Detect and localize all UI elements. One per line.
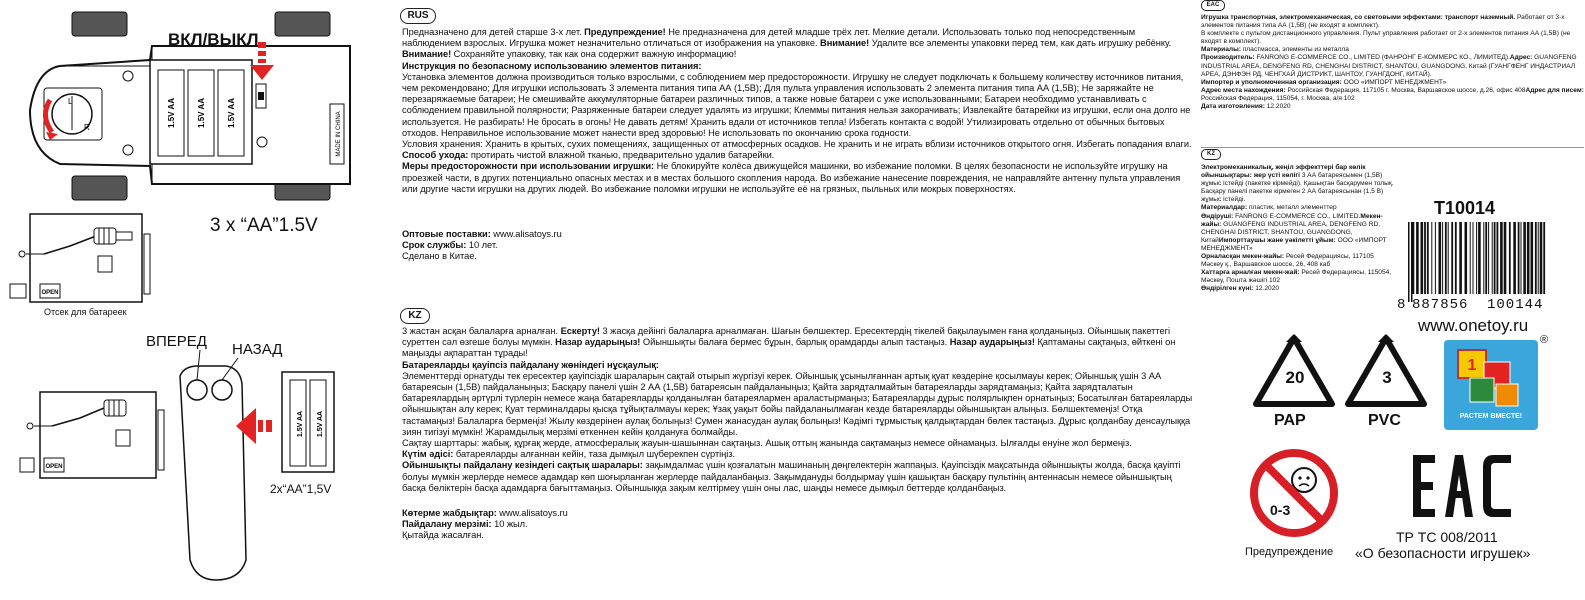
text-run: 10 жыл. <box>494 519 528 530</box>
barcode-bar <box>1538 222 1539 294</box>
car-wheel-front-right <box>72 176 127 200</box>
barcode-bar <box>1424 222 1426 294</box>
barcode-bar <box>1492 222 1493 294</box>
bold-run: Адрес для писем: <box>1525 86 1584 94</box>
barcode-bar <box>1535 222 1537 294</box>
text-run: Условия хранения: Хранить в крытых, сухих помещениях, защищенных от атмосферных осадков. Не хранить и не играть вблизи источников открытого огня. Избегать попадания влаги. <box>402 139 1192 150</box>
text-run: батареяларды алғаннан кейін, таза дымқыл шүберекпен сүртіңіз. <box>455 449 736 460</box>
second-box-open-label: OPEN <box>45 464 63 470</box>
barcode-bar <box>1540 222 1543 294</box>
barcode-bar <box>1513 222 1516 294</box>
text-run: GUANGFENG INDUSTRIAL AREA, DENGFENG RD, CHENGHAI DISTRICT, SHANTOU, GUANGDONG, Китай (ГУАНГФЕНГ ИНДАСТРИАЛ АРЕА, ДЭНФЭН РД, ЧЕНГХАЙ ДИСТРИКТ, ШАНТОУ, ГУАНГДОНГ, КИТАЙ). <box>1201 54 1577 78</box>
bold-run: Электромеханикалық, жеңіл эффекттері бар көлік ойыншықтары: жер үсті көлігі <box>1201 164 1366 180</box>
text-run: Элементтерді орнатуды тек ересектер қауіпсіздік шараларын сақтай отырып жүргізуі керек. Ойыншық ұсынылғаннан артық қуат көздеріне қосылмауы керек; Ойыншық үшін 3 АА батареясын (1,5В) пайдаланыңыз; Басқару панелі үшін 2 АА (1,5В) батареясын пайдаланыңыз; Қайта зарядталмайтын батареяларды зарядтамаңыз; Қайта зарядталатын батареялардың әртүрлі түрлерін немесе жаңа батареяларды қолданылған батареялармен араластырмаңыз; Батареяларды дұрыс полярлықпен орнатыңыз; Босатылған батареяларды ойыншықтан алу керек; Қуат терминалдары қысқа тұйықталмауы керек; Ұзақ уақыт бойы пайдаланылмаған кезде батареяларды ойыншықтан алыңыз. Бөлшектемеңіз! Отқа тастамаңыз! Балаларға бермеңіз! Жылу көздерінен аулақ болыңыз! Сумен жанасудан аулақ болыңыз! Кәдімгі тұрмыстық қалдықтардан бөлек тастаңыз. Дұрыс қолданбау денсаулыққа зиян тигізуі мүмкін! Жарамдылық мерзімі өткеннен кейін қолдануға болмайды. <box>402 370 1193 437</box>
bold-run: Меры предосторожности при использовании игрушки: <box>402 161 657 172</box>
bold-run: Импорттаушы жане уәкілетті ұйым: <box>1218 236 1338 244</box>
barcode-bar <box>1497 222 1499 294</box>
paragraph <box>1201 46 1584 54</box>
barcode-bar <box>1439 222 1442 294</box>
barcode-digit-lead: 8 <box>1397 297 1406 313</box>
rus-text <box>402 27 1196 195</box>
text-run: протирать чистой влажной тканью, предварительно удалив батарейки. <box>470 150 775 161</box>
barcode-bar <box>1470 222 1471 294</box>
kz-text <box>402 326 1196 494</box>
paragraph <box>402 240 1196 251</box>
rus-body <box>402 27 1196 263</box>
barcode-bar <box>1478 222 1481 294</box>
barcode-bar <box>1451 222 1453 294</box>
text-run: GUANGFENG INDUSTRIAL AREA, DENGFENG RD, CHENGHAI DISTRICT, SHANTOU, GUANGDONG, Китай <box>1201 220 1381 244</box>
bold-run: Дата изготовления: <box>1201 103 1267 111</box>
barcode-bar <box>1473 222 1474 294</box>
recycle-pvc-code: 3 <box>1382 368 1392 387</box>
paragraph <box>1201 14 1584 30</box>
text-run: Российская Федерация, 117105 г. Москва, Варшавское шоссе, д.26, офис 408 <box>1287 86 1526 94</box>
barcode-bar <box>1435 222 1436 294</box>
barcode-bar <box>1421 222 1424 294</box>
text-run: 10 лет. <box>468 240 498 251</box>
rus-badge: RUS <box>400 8 436 24</box>
text-run: Сақтау шарттары: жабық, құрғақ жерде, атмосфералық жауын-шашыннан сақтаңыз. Ашық оттың жанында сақтамаңыз немесе ойнамаңыз. Ылғалды енуіне жол бермеңіз. <box>402 438 1132 449</box>
age-warning-icon <box>1249 448 1339 538</box>
barcode-bar <box>1445 222 1447 294</box>
text-run: пластик, металл элементтер <box>1248 204 1337 212</box>
bold-run: Мекен-жайы: <box>1201 212 1383 228</box>
text-run: зақымдалмас үшін қозғалатын машинаның дөңгелектерін жаппаңыз. Қауіпсіздік мақсатында ойыншықты жолда, басқа қауіпті болуы мүмкін жерлерде немесе адамдар көп шоғырланған жерлерде пайдаланбаңыз. Зақымдануды болдырмау үшін қашықтан басқару пультінің антеннасын немесе ойыншықтың басқа бөліктерін басқа адамдарға бағыттамаңыз. Ойыншыққа зақым келтірмеу үшін оны лас, шаңды немесе дымқыл беттерде қолданбаңыз. <box>402 460 1181 493</box>
barcode-bar <box>1500 222 1503 294</box>
recycle-pap-label: PAP <box>1274 412 1306 429</box>
paragraph <box>402 449 1196 460</box>
barcode-bar <box>1494 222 1496 294</box>
text-run: Российская Федерация, 115054, г. Москва, а/я 102 <box>1201 94 1355 102</box>
barcode-bar <box>1455 222 1457 294</box>
bold-run: Хаттарға арналған мекен-жай: <box>1201 269 1302 277</box>
text-run: Ойыншықты балаға бермес бұрын, барлық орамдарды алып тастаңыз. <box>642 337 950 348</box>
barcode-bar <box>1442 222 1443 294</box>
paragraph <box>1201 30 1584 46</box>
bold-run: Предупреждение! <box>584 27 669 37</box>
text-run: FANRONG E-COMMERCE CO., LIMITED. <box>1235 212 1361 220</box>
eac-mark-icon <box>1411 455 1515 521</box>
text-run: Қытайда жасалған. <box>402 530 484 541</box>
back-button <box>212 380 232 400</box>
paragraph <box>1201 285 1395 293</box>
bold-run: Оптовые поставки: <box>402 229 494 240</box>
bold-run: Срок службы: <box>402 240 469 251</box>
paragraph <box>402 27 1196 61</box>
remote-arrow-dash-1 <box>266 420 272 432</box>
forward-label: ВПЕРЕД <box>146 333 207 350</box>
brand-reg-mark: ® <box>1540 334 1549 346</box>
paragraph <box>402 150 1196 161</box>
text-run: Қаптаманы сақтаңыз, өйткені он маңызды ақпараттан тұрады! <box>402 337 1176 359</box>
paragraph <box>1201 54 1584 78</box>
paragraph <box>402 438 1196 449</box>
paragraph <box>402 251 1196 262</box>
bold-run: Материалы: <box>1201 46 1243 54</box>
barcode-bar <box>1488 222 1489 294</box>
text-run: 3 жастан асқан балаларға арналған. <box>402 326 561 336</box>
bold-run: Ойыншықты пайдалану кезіндегі сақтық шаралары: <box>402 460 646 471</box>
bold-run: Способ ухода: <box>402 150 471 161</box>
text-run: Работает от 3-х элементов питания типа АА (1,5В) (не входят в комплект). <box>1201 14 1565 30</box>
website: www.onetoy.ru <box>1418 316 1529 335</box>
bold-run: Производитель: <box>1201 54 1257 62</box>
barcode-bar <box>1408 222 1410 302</box>
text-run: www.alisatoys.ru <box>493 229 562 240</box>
warning-caption: Предупреждение <box>1245 546 1334 558</box>
switch-arrow-dash-1 <box>258 42 266 48</box>
svg-text:1: 1 <box>1467 357 1477 374</box>
bold-run: Игрушка транспортная, электромеханическая, со световыми эффектами: транспорт наземный. <box>1201 14 1517 21</box>
barcode-bar <box>1411 222 1413 302</box>
paragraph <box>1201 103 1584 111</box>
paragraph <box>402 530 1196 541</box>
car-wheel-rear-left <box>275 12 330 36</box>
kz-footer <box>402 508 1196 542</box>
barcode-digit-left: 887856 <box>1412 297 1469 313</box>
eac-standard: ТР ТС 008/2011 <box>1396 529 1498 545</box>
barcode-bar <box>1518 222 1520 294</box>
bold-run: Күтім әдісі: <box>402 449 456 460</box>
remote-battery-1-label: 1.5V AA <box>297 410 304 438</box>
text-run: Сохраняйте упаковку, так как она содержит важную информацию! <box>453 49 737 60</box>
bold-run: Инструкция по безопасному использованию элементов питания: <box>402 60 702 71</box>
made-in-label: MADE IN CHINA <box>336 111 342 157</box>
paragraph <box>1201 164 1395 204</box>
car-battery-1-label: 1.5V AA <box>167 98 176 128</box>
text-run: Не блокируйте колёса движущейся машинки, во избежание поломки. В целях безопасности не используйте игрушку на проезжей части, в других потенциально опасных местах и в местах большого скопления народа. Во избежание нанесение повреждения, не направляйте антенну пульта управления или другие части игрушки на других людей. Во избежание поломки игрушки не используйте её на грязных, пыльных или мокрых поверхностях. <box>402 161 1181 194</box>
bold-run: Батареяларды қауіпсіз пайдалану жөніндегі нұсқаулық: <box>402 359 659 370</box>
bold-run: Ескерту! <box>560 326 603 336</box>
text-run: Ресей Федерациясы, 115054, Мәскеу, Пошта жәшігі 102 <box>1201 269 1392 285</box>
kz-body <box>402 326 1196 542</box>
bold-run: Внимание! <box>820 38 872 49</box>
paragraph <box>1201 204 1395 212</box>
svg-text:L: L <box>68 97 73 106</box>
text-run: 3 жасқа дейінгі балаларға арналмаған. Шағын бөлшектер. Ересектердің тікелей бақылауымен ғана қолданыңыз. Ойыншық пакеттегі суреттен сəл өзгеше болуы мүмкін. <box>402 326 1170 348</box>
bold-run: Адрес места нахождения: <box>1201 86 1288 94</box>
left-illustrations <box>0 0 380 600</box>
paragraph <box>402 371 1196 438</box>
barcode-bar <box>1509 222 1511 294</box>
brand-slogan: РАСТЕМ ВМЕСТЕ! <box>1459 413 1523 420</box>
forward-button <box>187 380 207 400</box>
paragraph <box>402 360 1196 371</box>
text-run: 3 АА батареясымен (1,5В) жұмыс істейді (пакетке кірмейді). Қашықтан басқарумен толық. Басқару панелі пакетке кірмеген 2 АА батареясынан (1,5 В) жұмыс істейді. <box>1201 172 1394 204</box>
bold-run: Импортер и уполномоченная организация: <box>1201 78 1344 86</box>
car-wheel-front-left <box>72 12 127 36</box>
bold-run: Көтерме жабдықтар: <box>402 508 500 519</box>
barcode-bar <box>1476 222 1477 294</box>
text-run: ООО «ИМПОРТ МЕНЕДЖМЕНТ» <box>1201 236 1387 252</box>
text-run: пластмасса, элементы из металла <box>1242 46 1349 54</box>
bold-run: Внимание! <box>402 49 454 60</box>
bold-run: Өндірілген күні: <box>1201 285 1256 293</box>
bold-run: Назар аударыңыз! <box>949 337 1038 348</box>
paragraph <box>1201 269 1395 285</box>
on-off-label: ВКЛ/ВЫКЛ <box>168 30 259 49</box>
text-run: Предназначено для детей старше 3-х лет. <box>402 27 585 37</box>
text-run: Установка элементов должна производиться только взрослыми, с соблюдением мер предосторожности. Игрушку не следует подключать к большему количеству источников питания, чем рекомендовано; Для игрушки использовать 3 элемента питания типа АА (1,5В); Для пульта управления использовать 2 элемента питания типа АА (1,5В); Не заряжайте не перезаряжаемые батареи; Не смешивайте аккумуляторные батареи различных типов, а также новые батареи с уже использованными; Батареи необходимо устанавливать с соблюдением правильной полярности; Разряженные батареи следует удалять из игрушки; Клеммы питания нельзя закорачивать; Извлекайте батарейки из игрушки, если она долго не используется. Не разбирать! Не бросать в огонь! Не давать детям! Хранить вдали от источников тепла! Избегать контакта с водой! Утилизировать отдельно от обычных бытовых отходов. Неправильное использование может нанести вред здоровью! Не использовать по окончанию срока годности. <box>402 71 1191 138</box>
paragraph <box>1201 213 1395 253</box>
barcode-bar <box>1543 222 1545 294</box>
car-battery-3-label: 1.5V AA <box>227 98 236 128</box>
barcode-bar <box>1465 222 1468 294</box>
article-number: T10014 <box>1434 198 1496 218</box>
eac-block-text <box>1201 14 1584 111</box>
barcode-bar <box>1431 222 1432 294</box>
barcode-bar <box>1448 222 1449 294</box>
paragraph <box>402 508 1196 519</box>
bold-run: Өндіруші: <box>1201 212 1236 220</box>
kz-badge: KZ <box>400 308 430 324</box>
barcode-bar <box>1504 222 1507 294</box>
back-label: НАЗАД <box>232 341 283 358</box>
paragraph <box>402 519 1196 530</box>
kz-small-text <box>1201 164 1395 294</box>
paragraph <box>402 161 1196 195</box>
bold-run: Назар аударыңыз! <box>555 337 643 348</box>
paragraph <box>402 139 1196 150</box>
diagram-svg <box>0 0 380 600</box>
paragraph <box>1201 253 1395 269</box>
bold-run: Пайдалану мерзімі: <box>402 519 495 530</box>
svg-text:R: R <box>84 123 90 132</box>
barcode-bar <box>1523 222 1526 294</box>
bold-run: Орналасқан мекен-жайы: <box>1201 253 1286 261</box>
text-run: Удалите все элементы упаковки перед тем, как дать игрушку ребёнку. <box>871 38 1172 49</box>
brand-logo <box>1444 340 1538 430</box>
age-warning-text: 0-3 <box>1270 502 1291 518</box>
paragraph <box>402 229 1196 240</box>
paragraph <box>402 460 1196 494</box>
switch-arrow-dash-2 <box>258 51 266 56</box>
remote-control <box>180 366 246 580</box>
text-run: FANRONG E-COMMERCE CO., LIMITED (ФАНРОНГ Е-КОММЕРС КО., ЛИМИТЕД). <box>1256 54 1510 62</box>
barcode-bar <box>1427 222 1429 294</box>
barcode-bar <box>1521 222 1522 294</box>
kz-small-badge: KZ <box>1201 149 1221 160</box>
text-run: 12.2020 <box>1255 285 1280 293</box>
batteries-label: 3 x “AA”1.5V <box>210 215 318 236</box>
barcode-bar <box>1485 222 1487 294</box>
remote-batteries-label: 2x“AA”1,5V <box>270 482 332 496</box>
compartment-label: Отсек для батареек <box>44 307 127 317</box>
text-run: 12.2020 <box>1266 103 1291 111</box>
paragraph <box>1201 79 1584 87</box>
eac-caption: «О безопасности игрушек» <box>1355 545 1531 561</box>
paragraph <box>402 61 1196 72</box>
paragraph <box>402 72 1196 139</box>
text-run: Ресей Федерациясы, 117105 Мәскеу қ., Варшавское шоссе, 26, 408 каб <box>1201 253 1374 269</box>
remote-battery-2-label: 1.5V AA <box>317 410 324 438</box>
bold-run: Материалдар: <box>1201 204 1249 212</box>
paragraph <box>1201 87 1584 103</box>
barcode-bar <box>1459 222 1462 294</box>
recycle-pvc-label: PVC <box>1368 412 1401 429</box>
rus-footer <box>402 229 1196 263</box>
text-run: В комплекте с пультом дистанционного управления. Пульт управления работает от 2-х элементов питания АА (1,5В) (не входят в комплект). <box>1201 30 1571 46</box>
text-run: Не предназначена для детей младше трёх лет. Мелкие детали. Использовать только под непосредственным наблюдением взрослых. Игрушка может незначительно отличаться от изображения на упаковке. <box>402 27 1136 49</box>
barcode-digit-right: 100144 <box>1487 297 1544 313</box>
barcode-bar <box>1416 222 1419 294</box>
switch-arrow-dash-3 <box>258 59 266 63</box>
remote-arrow-dash-2 <box>258 420 263 432</box>
text-run: Сделано в Китае. <box>402 251 477 262</box>
barcode-bar <box>1527 222 1530 294</box>
bold-run: Адрес: <box>1509 54 1535 62</box>
car-battery-2-label: 1.5V AA <box>197 98 206 128</box>
recycle-pap-code: 20 <box>1285 368 1305 387</box>
barcode-bar <box>1483 222 1484 294</box>
compartment-open-label: OPEN <box>41 290 59 296</box>
text-run: www.alisatoys.ru <box>499 508 568 519</box>
eac-badge: EAC <box>1201 0 1225 11</box>
text-run: ООО «ИМПОРТ МЕНЕДЖМЕНТ» <box>1343 78 1447 86</box>
barcode-bar <box>1413 222 1415 294</box>
barcode-bar <box>1531 222 1534 294</box>
paragraph <box>402 326 1196 360</box>
